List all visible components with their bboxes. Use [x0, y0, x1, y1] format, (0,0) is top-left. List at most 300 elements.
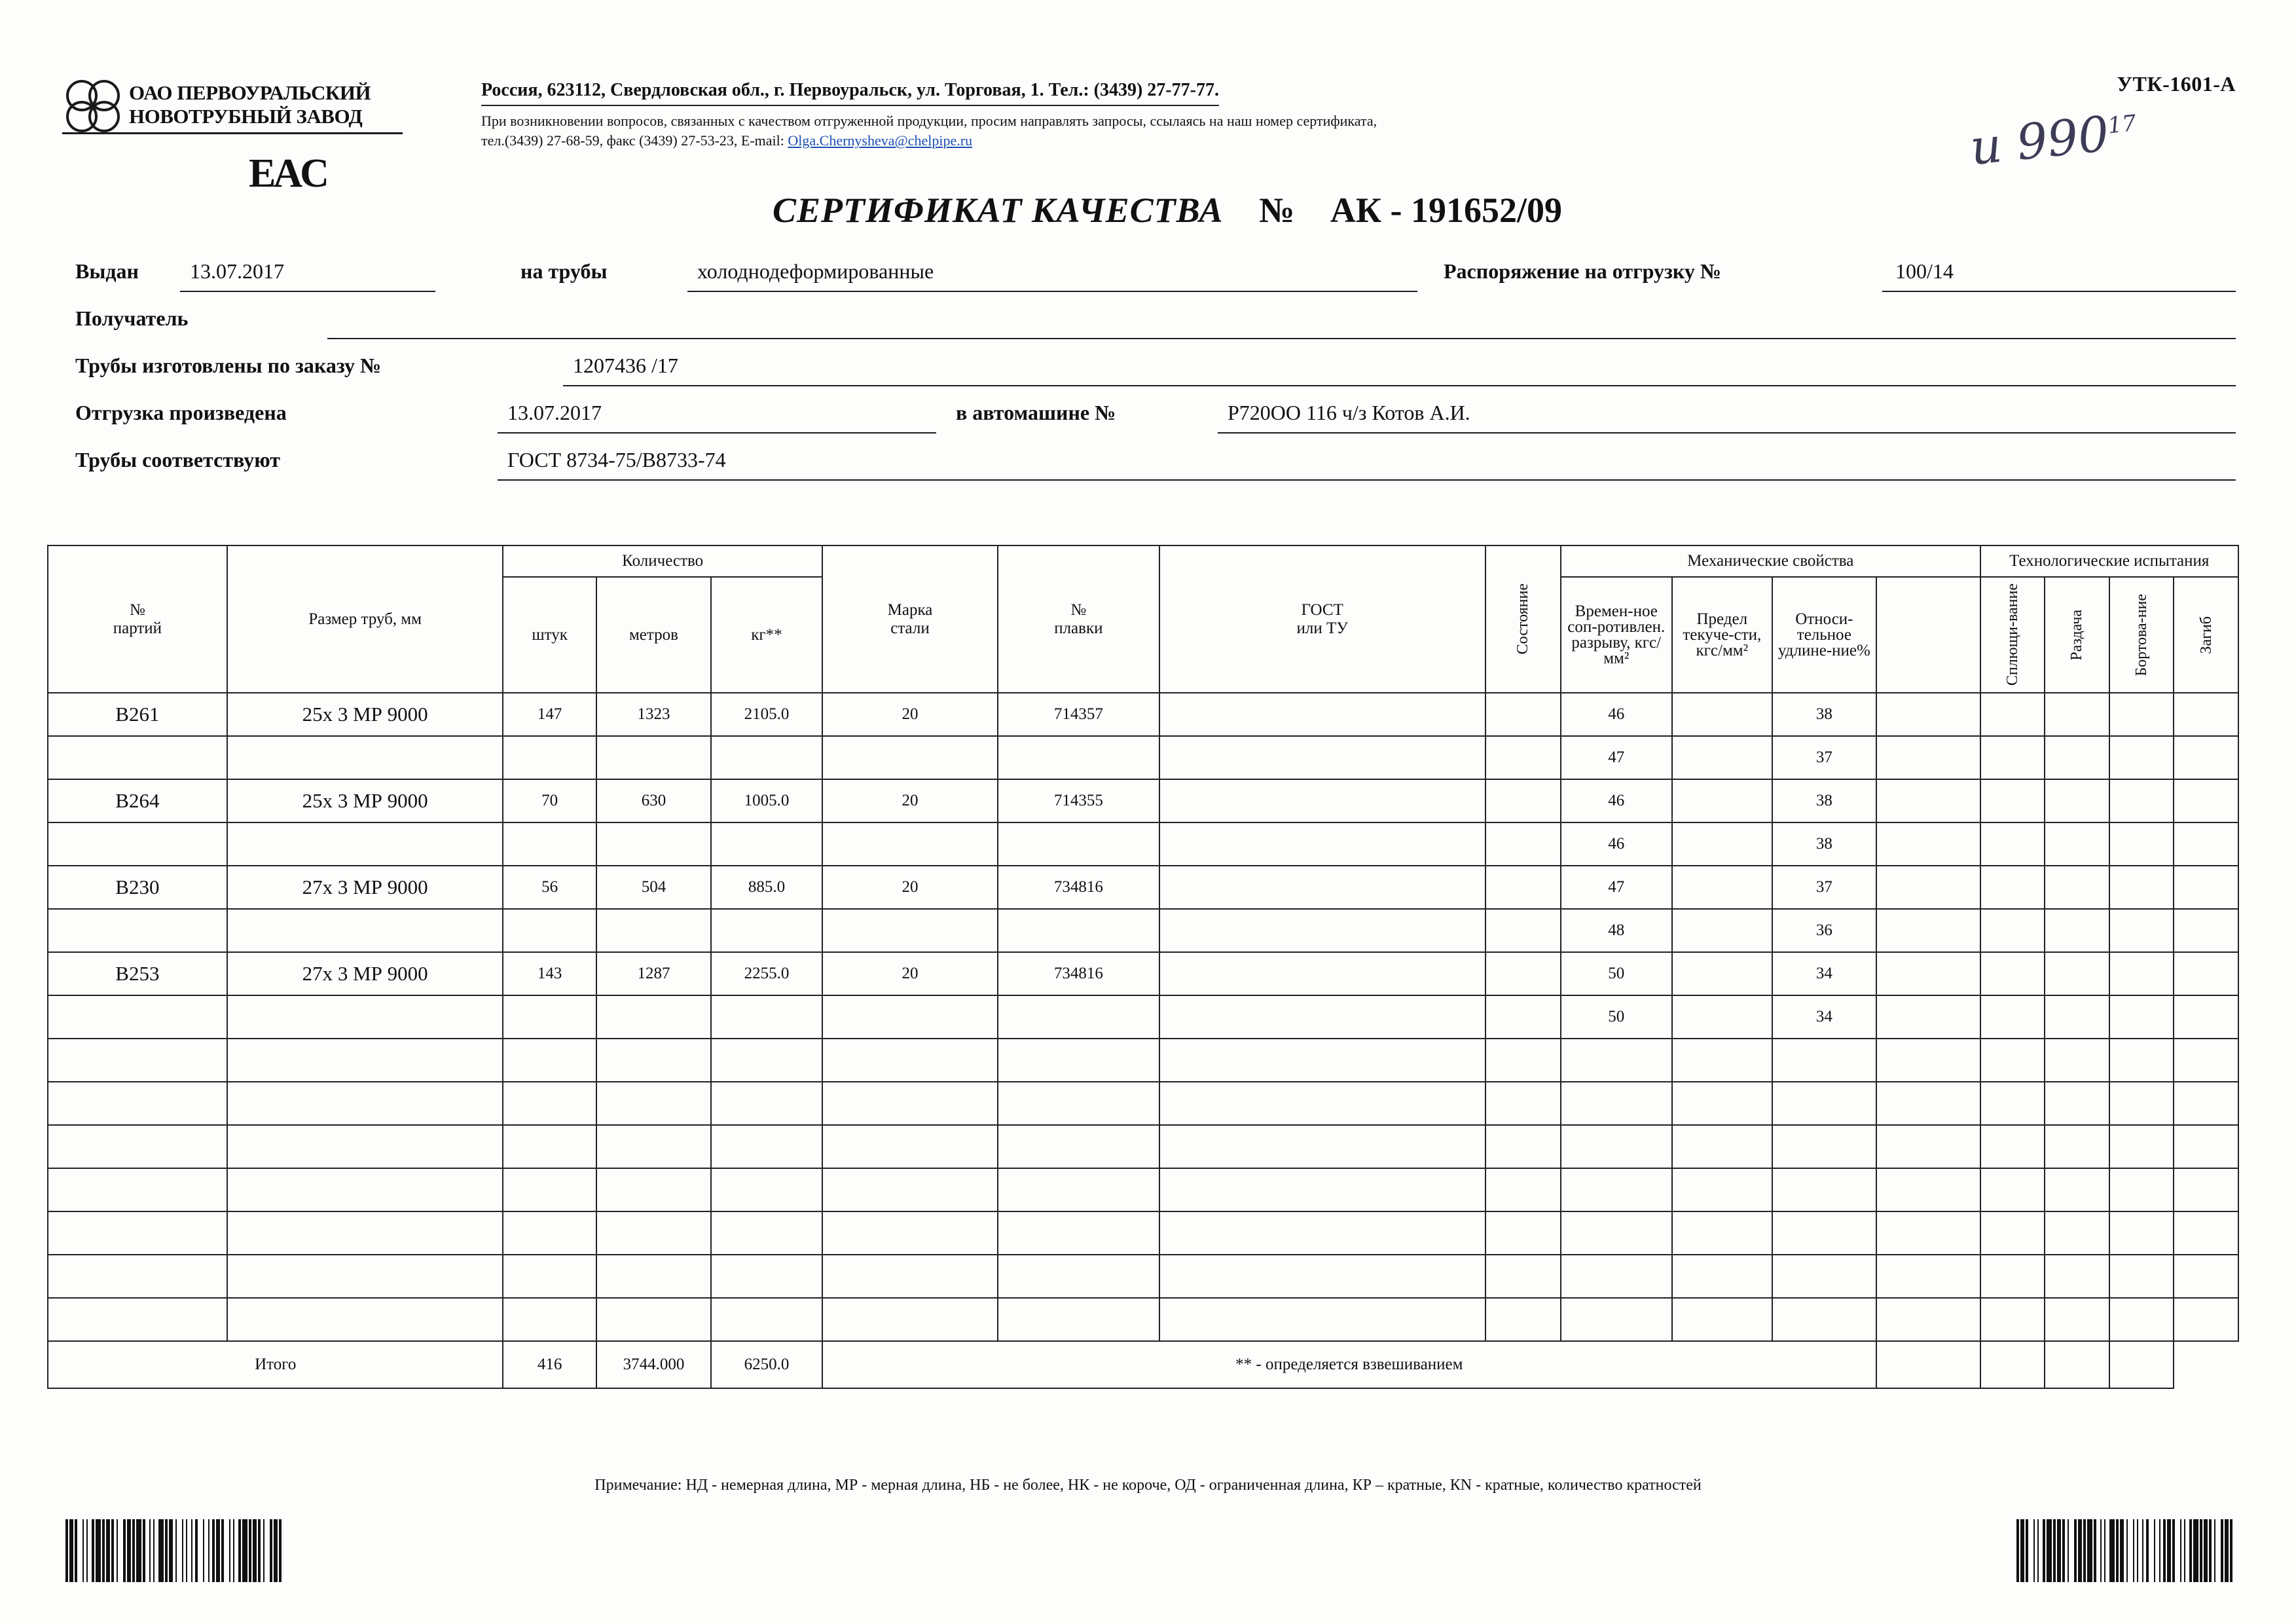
- cell-steel[interactable]: [822, 1082, 998, 1125]
- cell-size[interactable]: [227, 1039, 503, 1082]
- cell-condition[interactable]: [1485, 995, 1561, 1039]
- cell-tensile[interactable]: [1561, 1255, 1672, 1298]
- cell-flatten[interactable]: [1980, 1168, 2045, 1211]
- cell-meters[interactable]: [596, 1168, 711, 1211]
- cell-tensile[interactable]: 50: [1561, 952, 1672, 995]
- cell-lot[interactable]: [48, 1082, 227, 1125]
- table-header-group-row: [48, 545, 2238, 577]
- cell-kg[interactable]: [711, 1168, 822, 1211]
- cell-flange[interactable]: [2109, 952, 2174, 995]
- cell-condition[interactable]: [1485, 779, 1561, 822]
- cell-steel[interactable]: [822, 1125, 998, 1168]
- cell-size[interactable]: 25х 3 МР 9000: [227, 779, 503, 822]
- cell-heat[interactable]: [998, 1168, 1159, 1211]
- cell-steel[interactable]: 20: [822, 693, 998, 736]
- cell-elong[interactable]: [1772, 1125, 1876, 1168]
- cell-gost[interactable]: [1159, 952, 1485, 995]
- cell-lot[interactable]: [48, 995, 227, 1039]
- cell-size[interactable]: [227, 1125, 503, 1168]
- cell-yield[interactable]: [1672, 1039, 1772, 1082]
- cell-steel[interactable]: 20: [822, 952, 998, 995]
- cell-meters[interactable]: [596, 1255, 711, 1298]
- cell-tensile[interactable]: 47: [1561, 736, 1672, 779]
- cell-elong[interactable]: 38: [1772, 822, 1876, 866]
- cell-flange[interactable]: [2109, 1211, 2174, 1255]
- cell-elong[interactable]: 34: [1772, 995, 1876, 1039]
- cell-heat[interactable]: [998, 1298, 1159, 1341]
- cell-lot[interactable]: [48, 736, 227, 779]
- cell-condition[interactable]: [1485, 1211, 1561, 1255]
- company-address-line1: Россия, 623112, Свердловская обл., г. Первоуральск, ул. Торговая, 1. Тел.: (3439) 27-77-77.: [481, 80, 1219, 106]
- cell-condition[interactable]: [1485, 1168, 1561, 1211]
- cell-yield[interactable]: [1672, 866, 1772, 909]
- cell-elong[interactable]: [1772, 1211, 1876, 1255]
- vehicle-value[interactable]: Р720ОО 116 ч/з Котов А.И.: [1228, 401, 1470, 424]
- cell-lot[interactable]: [48, 909, 227, 952]
- table-row: [48, 779, 2238, 822]
- cell-flatten[interactable]: [1980, 995, 2045, 1039]
- cell-pieces[interactable]: 56: [503, 866, 596, 909]
- cell-kg[interactable]: [711, 1125, 822, 1168]
- cell-pieces[interactable]: [503, 1168, 596, 1211]
- cell-expand[interactable]: [2045, 736, 2109, 779]
- cell-pieces[interactable]: [503, 1255, 596, 1298]
- total-meters: 3744.000: [596, 1341, 711, 1388]
- cell-elong[interactable]: [1772, 1082, 1876, 1125]
- cell-elong[interactable]: [1772, 1298, 1876, 1341]
- cell-bend[interactable]: [2174, 952, 2238, 995]
- cell-bend[interactable]: [2174, 1125, 2238, 1168]
- cell-size[interactable]: [227, 909, 503, 952]
- cell-gost[interactable]: [1159, 1039, 1485, 1082]
- cell-condition[interactable]: [1485, 1255, 1561, 1298]
- cell-yield[interactable]: [1672, 909, 1772, 952]
- cell-lot[interactable]: В264: [48, 779, 227, 822]
- cell-yield[interactable]: [1672, 995, 1772, 1039]
- cell-extra[interactable]: [1876, 1125, 1980, 1168]
- table-row: [48, 1298, 2238, 1341]
- cell-bend[interactable]: [2174, 1168, 2238, 1211]
- cell-expand[interactable]: [2045, 1039, 2109, 1082]
- cell-bend[interactable]: [2174, 1082, 2238, 1125]
- cell-flange[interactable]: [2109, 866, 2174, 909]
- cell-lot[interactable]: [48, 1255, 227, 1298]
- cell-kg[interactable]: 885.0: [711, 866, 822, 909]
- cell-gost[interactable]: [1159, 1082, 1485, 1125]
- cell-flange[interactable]: [2109, 1298, 2174, 1341]
- cell-heat[interactable]: [998, 995, 1159, 1039]
- cell-heat[interactable]: 734816: [998, 866, 1159, 909]
- cell-kg[interactable]: [711, 995, 822, 1039]
- cell-expand[interactable]: [2045, 909, 2109, 952]
- cell-gost[interactable]: [1159, 1168, 1485, 1211]
- cell-tensile[interactable]: [1561, 1039, 1672, 1082]
- cell-pieces[interactable]: [503, 1082, 596, 1125]
- cell-extra[interactable]: [1876, 1211, 1980, 1255]
- cell-pieces[interactable]: [503, 822, 596, 866]
- cell-lot[interactable]: [48, 1125, 227, 1168]
- cell-condition[interactable]: [1485, 693, 1561, 736]
- cell-elong[interactable]: [1772, 1255, 1876, 1298]
- cell-kg[interactable]: 2255.0: [711, 952, 822, 995]
- cell-extra[interactable]: [1876, 909, 1980, 952]
- cell-elong[interactable]: 37: [1772, 866, 1876, 909]
- table-row: [48, 736, 2238, 779]
- cell-expand[interactable]: [2045, 995, 2109, 1039]
- cell-flatten[interactable]: [1980, 1255, 2045, 1298]
- cell-yield[interactable]: [1672, 1082, 1772, 1125]
- cell-kg[interactable]: [711, 1082, 822, 1125]
- cell-heat[interactable]: [998, 822, 1159, 866]
- cell-tensile[interactable]: 46: [1561, 822, 1672, 866]
- cell-yield[interactable]: [1672, 779, 1772, 822]
- cell-flatten[interactable]: [1980, 736, 2045, 779]
- col-size-header: Размер труб, мм: [227, 545, 503, 693]
- cell-kg[interactable]: [711, 1298, 822, 1341]
- cell-kg[interactable]: [711, 1211, 822, 1255]
- cell-bend[interactable]: [2174, 1298, 2238, 1341]
- cell-pieces[interactable]: [503, 736, 596, 779]
- cell-expand[interactable]: [2045, 866, 2109, 909]
- cell-meters[interactable]: [596, 1039, 711, 1082]
- cell-pieces[interactable]: [503, 1298, 596, 1341]
- total-blank-2: [1980, 1341, 2045, 1388]
- cell-extra[interactable]: [1876, 952, 1980, 995]
- cell-bend[interactable]: [2174, 909, 2238, 952]
- cell-steel[interactable]: [822, 822, 998, 866]
- cell-bend[interactable]: [2174, 1039, 2238, 1082]
- col-mech-blank-header: [1876, 577, 1980, 693]
- cell-condition[interactable]: [1485, 866, 1561, 909]
- cell-pieces[interactable]: 147: [503, 693, 596, 736]
- cell-elong[interactable]: [1772, 1039, 1876, 1082]
- cell-steel[interactable]: 20: [822, 779, 998, 822]
- cell-extra[interactable]: [1876, 1298, 1980, 1341]
- company-phone-fax: тел.(3439) 27-68-59, факс (3439) 27-53-23, E-mail:: [481, 132, 788, 149]
- col-elong-header: Относи-тельное удлине-ние%: [1772, 577, 1876, 693]
- cell-tensile[interactable]: 47: [1561, 866, 1672, 909]
- cell-steel[interactable]: [822, 1211, 998, 1255]
- cell-yield[interactable]: [1672, 1125, 1772, 1168]
- cell-gost[interactable]: [1159, 1255, 1485, 1298]
- company-logo-block: [62, 79, 442, 134]
- cell-meters[interactable]: [596, 1125, 711, 1168]
- cell-flatten[interactable]: [1980, 1211, 2045, 1255]
- cell-yield[interactable]: [1672, 952, 1772, 995]
- total-pieces: 416: [503, 1341, 596, 1388]
- cell-gost[interactable]: [1159, 736, 1485, 779]
- cell-meters[interactable]: [596, 909, 711, 952]
- shipping-order-value[interactable]: 100/14: [1895, 259, 1954, 283]
- cell-pieces[interactable]: 70: [503, 779, 596, 822]
- cell-flange[interactable]: [2109, 909, 2174, 952]
- cell-flange[interactable]: [2109, 1255, 2174, 1298]
- cell-size[interactable]: 27х 3 МР 9000: [227, 952, 503, 995]
- company-address-line2: При возникновении вопросов, связанных с качеством отгруженной продукции, просим направлять запросы, ссылаясь на наш номер сертификата,: [481, 113, 1377, 129]
- cell-size[interactable]: [227, 822, 503, 866]
- pipes-value[interactable]: холоднодеформированные: [697, 259, 934, 283]
- cell-heat[interactable]: [998, 1082, 1159, 1125]
- cell-heat[interactable]: [998, 1125, 1159, 1168]
- col-steel-header: Марка стали: [822, 545, 998, 693]
- cell-expand[interactable]: [2045, 1125, 2109, 1168]
- certificate-number-value: АК - 191652/09: [1330, 191, 1563, 230]
- cell-extra[interactable]: [1876, 822, 1980, 866]
- cell-meters[interactable]: 1323: [596, 693, 711, 736]
- cell-yield[interactable]: [1672, 736, 1772, 779]
- cell-steel[interactable]: [822, 1168, 998, 1211]
- cell-gost[interactable]: [1159, 909, 1485, 952]
- col-bend-header: Загиб: [2174, 577, 2238, 693]
- cell-flange[interactable]: [2109, 1168, 2174, 1211]
- cell-elong[interactable]: 34: [1772, 952, 1876, 995]
- cell-condition[interactable]: [1485, 1298, 1561, 1341]
- cell-expand[interactable]: [2045, 779, 2109, 822]
- cell-flatten[interactable]: [1980, 779, 2045, 822]
- cell-extra[interactable]: [1876, 1168, 1980, 1211]
- cell-pieces[interactable]: [503, 1211, 596, 1255]
- cell-extra[interactable]: [1876, 779, 1980, 822]
- cell-condition[interactable]: [1485, 1125, 1561, 1168]
- cell-kg[interactable]: [711, 1039, 822, 1082]
- cell-kg[interactable]: 1005.0: [711, 779, 822, 822]
- col-condition-header: Состояние: [1485, 545, 1561, 693]
- cell-kg[interactable]: [711, 909, 822, 952]
- cell-yield[interactable]: [1672, 1255, 1772, 1298]
- cell-tensile[interactable]: 50: [1561, 995, 1672, 1039]
- cell-bend[interactable]: [2174, 1211, 2238, 1255]
- cell-flatten[interactable]: [1980, 952, 2045, 995]
- cell-heat[interactable]: 714357: [998, 693, 1159, 736]
- cell-pieces[interactable]: 143: [503, 952, 596, 995]
- cell-bend[interactable]: [2174, 693, 2238, 736]
- cell-condition[interactable]: [1485, 909, 1561, 952]
- cell-steel[interactable]: [822, 1298, 998, 1341]
- cell-kg[interactable]: 2105.0: [711, 693, 822, 736]
- eac-mark-icon: ЕAC: [249, 151, 327, 196]
- cell-flange[interactable]: [2109, 822, 2174, 866]
- cell-size[interactable]: [227, 995, 503, 1039]
- cell-gost[interactable]: [1159, 995, 1485, 1039]
- table-row: [48, 1125, 2238, 1168]
- table-row: [48, 952, 2238, 995]
- cell-size[interactable]: [227, 736, 503, 779]
- cell-bend[interactable]: [2174, 736, 2238, 779]
- cell-extra[interactable]: [1876, 693, 1980, 736]
- cell-size[interactable]: 25х 3 МР 9000: [227, 693, 503, 736]
- cell-steel[interactable]: [822, 1255, 998, 1298]
- cell-flatten[interactable]: [1980, 909, 2045, 952]
- cell-flatten[interactable]: [1980, 693, 2045, 736]
- cell-bend[interactable]: [2174, 822, 2238, 866]
- company-contact-line: [481, 131, 1889, 151]
- cell-kg[interactable]: [711, 1255, 822, 1298]
- cell-tensile[interactable]: [1561, 1298, 1672, 1341]
- company-name-line1: ОАО ПЕРВОУРАЛЬСКИЙ: [129, 81, 371, 104]
- cell-meters[interactable]: 504: [596, 866, 711, 909]
- shipment-value[interactable]: 13.07.2017: [507, 401, 602, 424]
- cell-tensile[interactable]: [1561, 1082, 1672, 1125]
- cell-heat[interactable]: 734816: [998, 952, 1159, 995]
- cell-flatten[interactable]: [1980, 822, 2045, 866]
- cell-meters[interactable]: [596, 822, 711, 866]
- cell-pieces[interactable]: [503, 1125, 596, 1168]
- cell-lot[interactable]: [48, 1298, 227, 1341]
- cell-heat[interactable]: [998, 1255, 1159, 1298]
- cell-heat[interactable]: 714355: [998, 779, 1159, 822]
- cell-meters[interactable]: [596, 1082, 711, 1125]
- cell-steel[interactable]: 20: [822, 866, 998, 909]
- cell-elong[interactable]: 38: [1772, 779, 1876, 822]
- cell-steel[interactable]: [822, 1039, 998, 1082]
- shipment-label: Отгрузка произведена: [75, 401, 287, 424]
- cell-expand[interactable]: [2045, 822, 2109, 866]
- cell-size[interactable]: 27х 3 МР 9000: [227, 866, 503, 909]
- cell-expand[interactable]: [2045, 1168, 2109, 1211]
- cell-kg[interactable]: [711, 736, 822, 779]
- cell-bend[interactable]: [2174, 1255, 2238, 1298]
- cell-expand[interactable]: [2045, 1298, 2109, 1341]
- cell-elong[interactable]: 37: [1772, 736, 1876, 779]
- cell-yield[interactable]: [1672, 1168, 1772, 1211]
- cell-gost[interactable]: [1159, 866, 1485, 909]
- cell-extra[interactable]: [1876, 995, 1980, 1039]
- cell-extra[interactable]: [1876, 1039, 1980, 1082]
- cell-extra[interactable]: [1876, 1082, 1980, 1125]
- cell-bend[interactable]: [2174, 779, 2238, 822]
- cell-bend[interactable]: [2174, 995, 2238, 1039]
- cell-lot[interactable]: В230: [48, 866, 227, 909]
- cell-flange[interactable]: [2109, 1082, 2174, 1125]
- cell-tensile[interactable]: 46: [1561, 693, 1672, 736]
- cell-yield[interactable]: [1672, 693, 1772, 736]
- cell-meters[interactable]: [596, 736, 711, 779]
- cell-yield[interactable]: [1672, 822, 1772, 866]
- cell-steel[interactable]: [822, 909, 998, 952]
- cell-heat[interactable]: [998, 736, 1159, 779]
- cell-gost[interactable]: [1159, 822, 1485, 866]
- cell-flatten[interactable]: [1980, 1125, 2045, 1168]
- cell-size[interactable]: [227, 1168, 503, 1211]
- cell-flatten[interactable]: [1980, 1082, 2045, 1125]
- cell-flatten[interactable]: [1980, 1298, 2045, 1341]
- cell-meters[interactable]: 1287: [596, 952, 711, 995]
- cell-expand[interactable]: [2045, 952, 2109, 995]
- cell-gost[interactable]: [1159, 693, 1485, 736]
- total-kg: 6250.0: [711, 1341, 822, 1388]
- cell-elong[interactable]: [1772, 1168, 1876, 1211]
- cell-flange[interactable]: [2109, 779, 2174, 822]
- shipping-order-label: Распоряжение на отгрузку №: [1444, 259, 1721, 283]
- cell-yield[interactable]: [1672, 1211, 1772, 1255]
- cell-meters[interactable]: [596, 1211, 711, 1255]
- cell-flange[interactable]: [2109, 1125, 2174, 1168]
- cell-gost[interactable]: [1159, 1211, 1485, 1255]
- col-flange-header: Бортова-ние: [2109, 577, 2174, 693]
- cell-bend[interactable]: [2174, 866, 2238, 909]
- cell-flange[interactable]: [2109, 995, 2174, 1039]
- cell-lot[interactable]: В261: [48, 693, 227, 736]
- order-value[interactable]: 1207436 /17: [573, 354, 678, 377]
- cell-meters[interactable]: 630: [596, 779, 711, 822]
- company-email-link[interactable]: Olga.Chernysheva@chelpipe.ru: [788, 132, 973, 149]
- standard-value[interactable]: ГОСТ 8734-75/В8733-74: [507, 448, 726, 471]
- cell-gost[interactable]: [1159, 1298, 1485, 1341]
- cell-heat[interactable]: [998, 1211, 1159, 1255]
- cell-extra[interactable]: [1876, 866, 1980, 909]
- cell-size[interactable]: [227, 1255, 503, 1298]
- cell-meters[interactable]: [596, 995, 711, 1039]
- cell-size[interactable]: [227, 1082, 503, 1125]
- cell-condition[interactable]: [1485, 1082, 1561, 1125]
- cell-pieces[interactable]: [503, 909, 596, 952]
- cell-lot[interactable]: [48, 822, 227, 866]
- col-pieces-header: штук: [503, 577, 596, 693]
- cell-tensile[interactable]: [1561, 1125, 1672, 1168]
- cell-tensile[interactable]: 46: [1561, 779, 1672, 822]
- cell-tensile[interactable]: 48: [1561, 909, 1672, 952]
- cell-condition[interactable]: [1485, 1039, 1561, 1082]
- cell-extra[interactable]: [1876, 736, 1980, 779]
- cell-lot[interactable]: В253: [48, 952, 227, 995]
- total-note: ** - определяется взвешиванием: [822, 1341, 1876, 1388]
- cell-flange[interactable]: [2109, 736, 2174, 779]
- cell-flatten[interactable]: [1980, 866, 2045, 909]
- total-blank-4: [2109, 1341, 2174, 1388]
- cell-gost[interactable]: [1159, 1125, 1485, 1168]
- cell-flange[interactable]: [2109, 693, 2174, 736]
- cell-lot[interactable]: [48, 1211, 227, 1255]
- cell-steel[interactable]: [822, 736, 998, 779]
- form-row-shipment: [75, 397, 2236, 444]
- logo-divider: [62, 132, 403, 134]
- cell-tensile[interactable]: [1561, 1168, 1672, 1211]
- standard-label: Трубы соответствуют: [75, 448, 281, 471]
- cell-meters[interactable]: [596, 1298, 711, 1341]
- handwritten-annotation: [1968, 103, 2140, 176]
- cell-expand[interactable]: [2045, 1211, 2109, 1255]
- cell-size[interactable]: [227, 1211, 503, 1255]
- cell-lot[interactable]: [48, 1039, 227, 1082]
- cell-flatten[interactable]: [1980, 1039, 2045, 1082]
- cell-steel[interactable]: [822, 995, 998, 1039]
- cell-lot[interactable]: [48, 1168, 227, 1211]
- cell-flange[interactable]: [2109, 1039, 2174, 1082]
- handwritten-text: и 990: [1967, 105, 2112, 177]
- cell-expand[interactable]: [2045, 1082, 2109, 1125]
- cell-condition[interactable]: [1485, 952, 1561, 995]
- cell-yield[interactable]: [1672, 1298, 1772, 1341]
- table-row: [48, 1255, 2238, 1298]
- cell-gost[interactable]: [1159, 779, 1485, 822]
- col-quantity-group-header: Количество: [503, 545, 822, 577]
- cell-tensile[interactable]: [1561, 1211, 1672, 1255]
- cell-size[interactable]: [227, 1298, 503, 1341]
- cell-kg[interactable]: [711, 822, 822, 866]
- cell-heat[interactable]: [998, 909, 1159, 952]
- cell-condition[interactable]: [1485, 736, 1561, 779]
- cell-elong[interactable]: 38: [1772, 693, 1876, 736]
- cell-extra[interactable]: [1876, 1255, 1980, 1298]
- cell-condition[interactable]: [1485, 822, 1561, 866]
- cell-pieces[interactable]: [503, 1039, 596, 1082]
- cell-elong[interactable]: 36: [1772, 909, 1876, 952]
- cell-heat[interactable]: [998, 1039, 1159, 1082]
- issued-value[interactable]: 13.07.2017: [190, 259, 284, 283]
- cell-expand[interactable]: [2045, 1255, 2109, 1298]
- cell-pieces[interactable]: [503, 995, 596, 1039]
- cell-expand[interactable]: [2045, 693, 2109, 736]
